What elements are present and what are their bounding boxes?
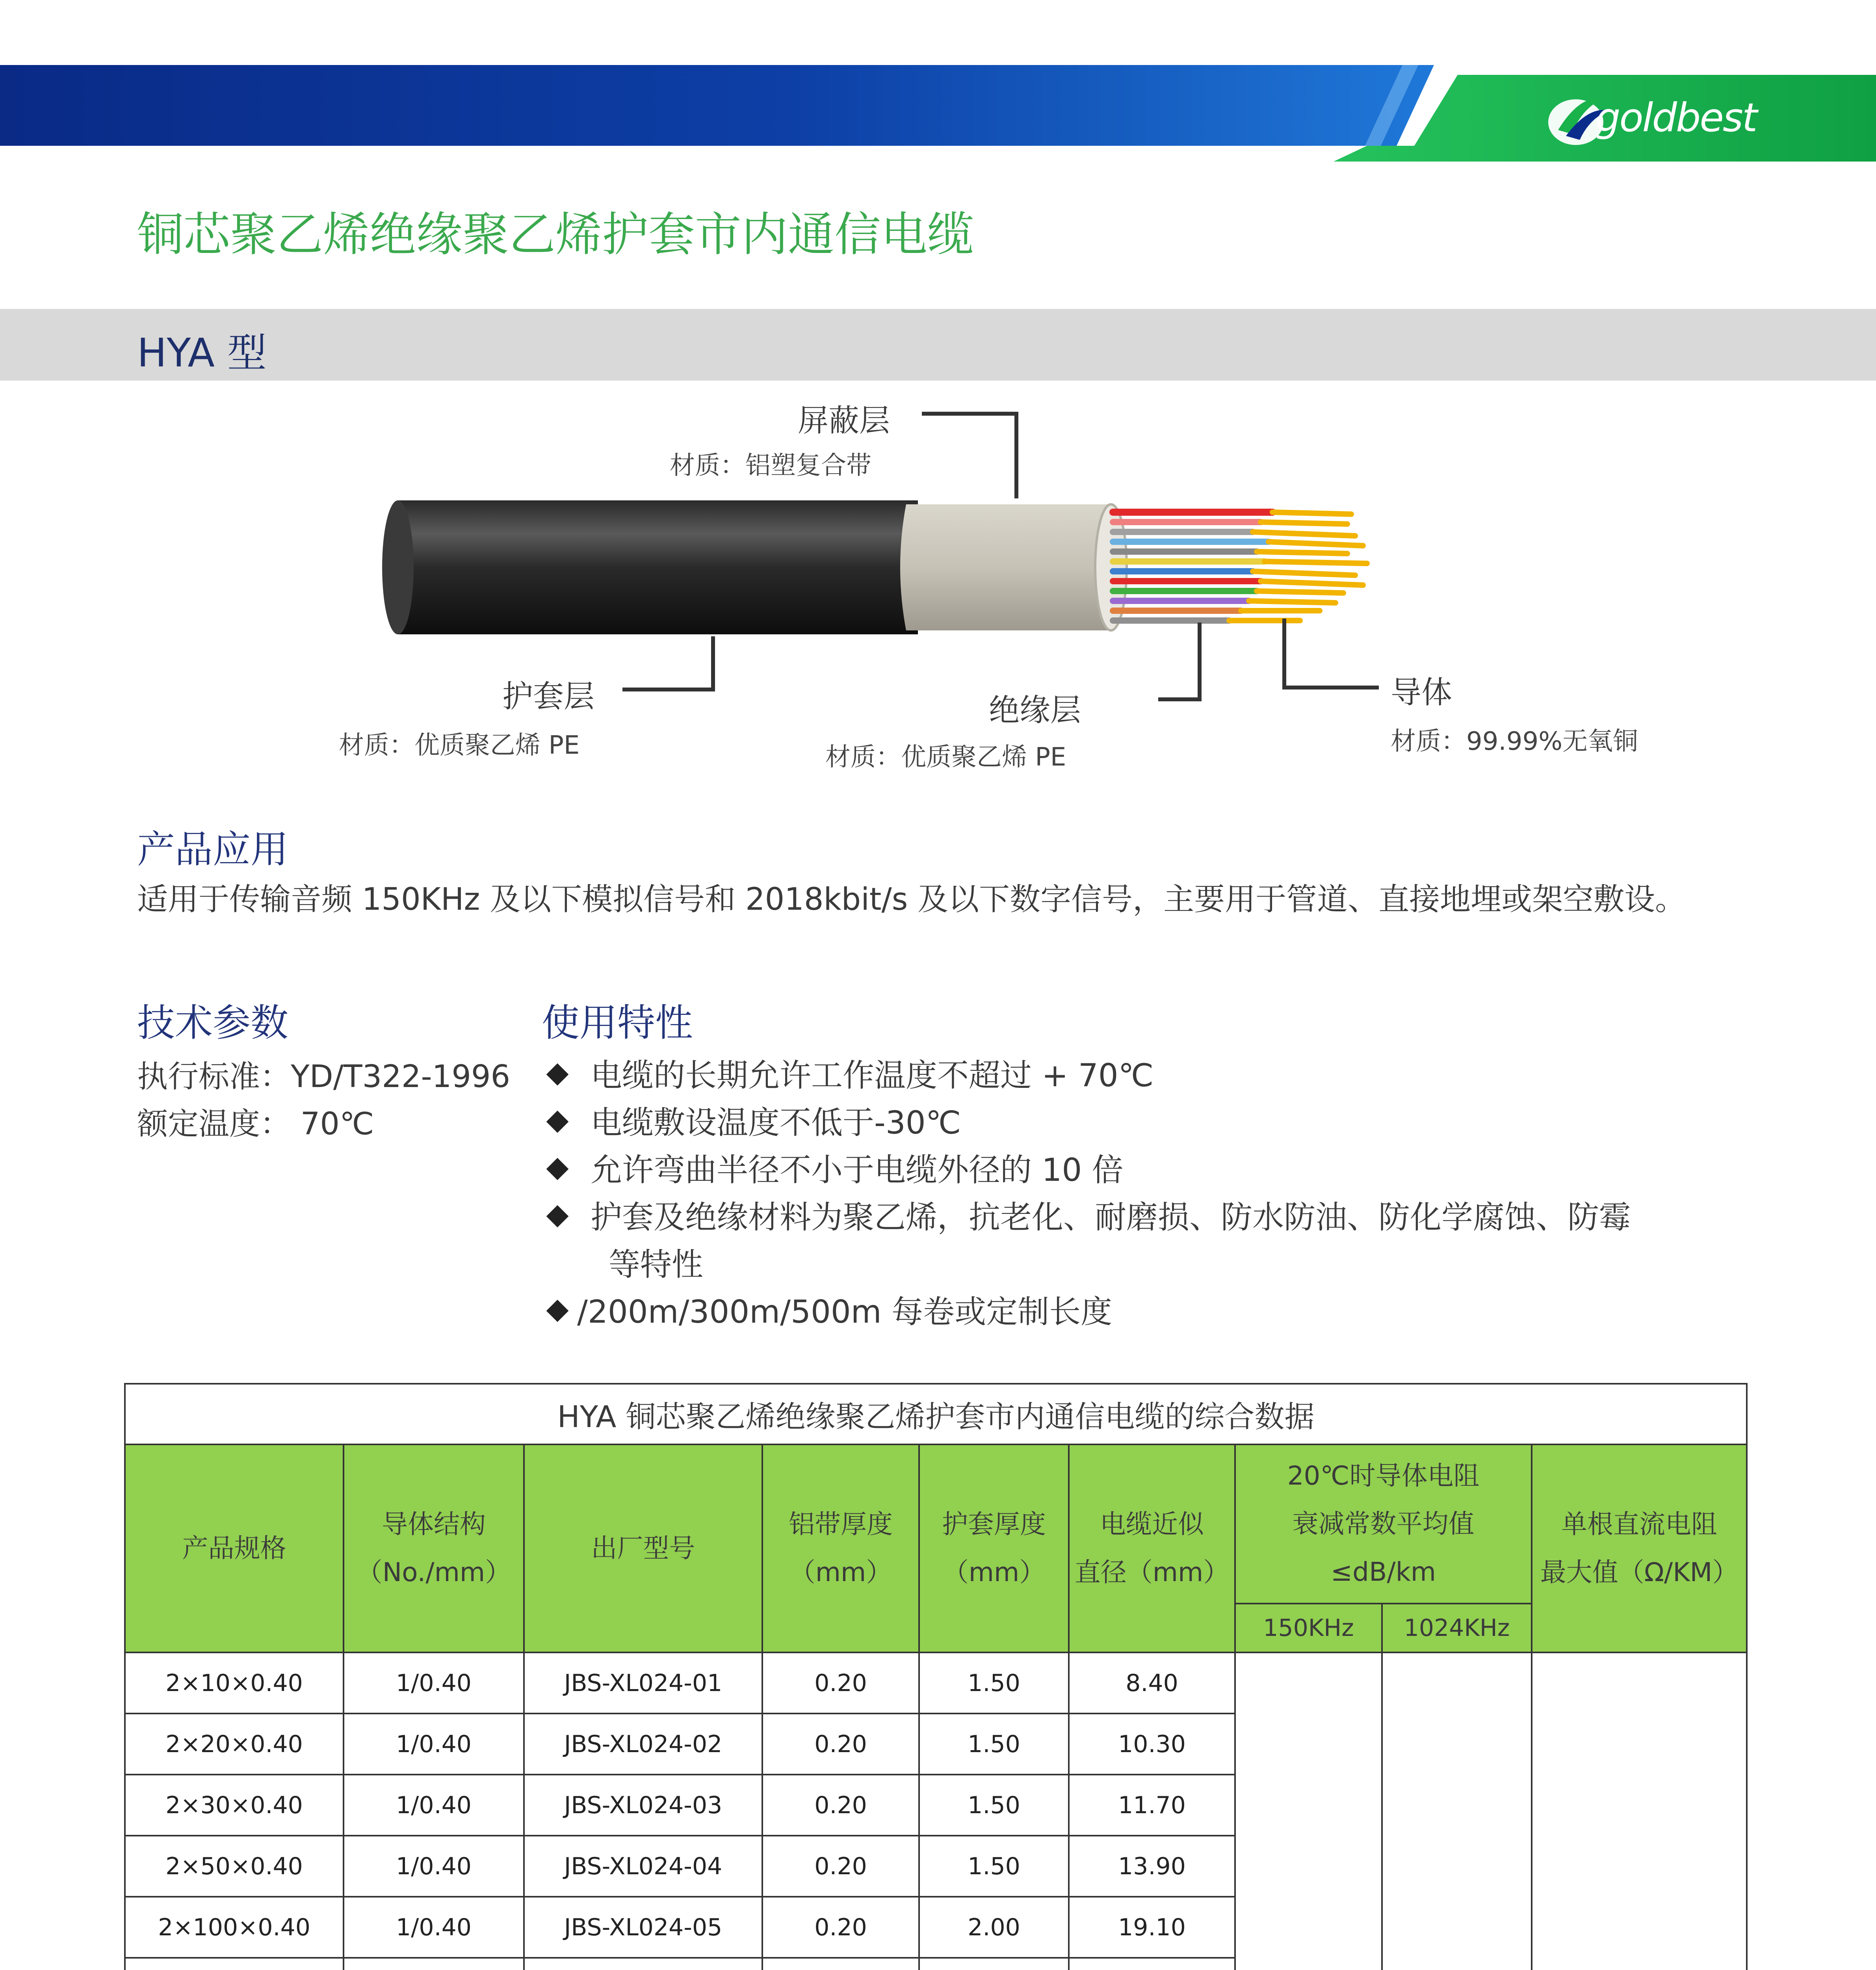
cell-al-thickness: 0.20: [762, 1836, 919, 1897]
cell-atten-1024khz: [1382, 1652, 1532, 1970]
cell-diameter: 10.30: [1069, 1714, 1235, 1775]
cell-diameter: 11.70: [1069, 1775, 1235, 1836]
cell-structure: [344, 1958, 524, 1970]
header-1024khz: 1024KHz: [1382, 1604, 1532, 1652]
spec-table: [124, 1383, 1748, 1970]
shield-material: 材质：铝塑复合带: [670, 451, 871, 480]
header-diameter: 电缆近似 直径（mm）: [1069, 1444, 1235, 1652]
cell-diameter: 13.90: [1069, 1836, 1235, 1897]
header-resistance: 单根直流电阻 最大值（Ω/KM）: [1532, 1444, 1747, 1652]
table-row: [125, 1652, 1747, 1714]
cell-spec: 2×30×0.40: [125, 1775, 344, 1836]
cell-al-thickness: [762, 1958, 919, 1970]
bullet-icon: [546, 1205, 569, 1228]
cell-structure: 1/0.40: [344, 1714, 524, 1775]
cell-diameter: 19.10: [1069, 1897, 1235, 1958]
cell-sheath-thickness: 1.50: [919, 1836, 1069, 1897]
cell-atten-150khz: [1235, 1652, 1382, 1970]
cell-al-thickness: 0.20: [762, 1714, 919, 1775]
cell-sheath-thickness: 2.00: [919, 1897, 1069, 1958]
feature-item: 护套及绝缘材料为聚乙烯，抗老化、耐磨损、防水防油、防化学腐蚀、防霉: [550, 1192, 1631, 1237]
cell-spec: 2×100×0.40: [125, 1897, 344, 1958]
application-text: 适用于传输音频 150KHz 及以下模拟信号和 2018kbit/s 及以下数字信号，主要用于管道、直接地埋或架空敷设。: [137, 882, 1686, 917]
cell-sheath-thickness: [919, 1958, 1069, 1970]
cell-model: JBS-XL024-04: [524, 1836, 762, 1897]
sheath-layer: [391, 500, 918, 634]
feature-item-continued: 等特性: [609, 1246, 703, 1283]
shield-layer: [900, 504, 1111, 630]
cell-model: JBS-XL024-03: [524, 1775, 762, 1836]
feature-item: /200m/300m/500m 每卷或定制长度: [550, 1286, 1112, 1332]
cell-al-thickness: 0.20: [762, 1775, 919, 1836]
cell-structure: 1/0.40: [344, 1836, 524, 1897]
cell-sheath-thickness: 1.50: [919, 1775, 1069, 1836]
cell-structure: 1/0.40: [344, 1897, 524, 1958]
header-al-thickness: 铝带厚度 （mm）: [762, 1444, 919, 1652]
cell-spec: [125, 1958, 344, 1970]
bullet-icon: [546, 1063, 569, 1086]
header-structure: 导体结构 （No./mm）: [344, 1444, 524, 1652]
bullet-icon: [546, 1111, 569, 1133]
cell-spec: 2×10×0.40: [125, 1652, 344, 1714]
cell-model: [524, 1958, 762, 1970]
header-150khz: 150KHz: [1235, 1604, 1382, 1652]
cell-diameter: [1069, 1958, 1235, 1970]
cell-spec: 2×20×0.40: [125, 1714, 344, 1775]
cell-spec: 2×50×0.40: [125, 1836, 344, 1897]
tech-temperature: 额定温度： 70℃: [137, 1106, 374, 1142]
cell-al-thickness: 0.20: [762, 1897, 919, 1958]
header-sheath-thickness: 护套厚度 （mm）: [919, 1444, 1069, 1652]
header-model: 出厂型号: [524, 1444, 762, 1652]
page-title: 铜芯聚乙烯绝缘聚乙烯护套市内通信电缆: [137, 207, 974, 262]
cell-model: JBS-XL024-01: [524, 1652, 762, 1714]
cell-sheath-thickness: 1.50: [919, 1652, 1069, 1714]
tech-standard: 执行标准：YD/T322-1996: [137, 1059, 511, 1095]
cell-structure: 1/0.40: [344, 1775, 524, 1836]
shield-label: 屏蔽层: [798, 403, 890, 439]
insulation-label: 绝缘层: [989, 693, 1081, 728]
sheath-material: 材质：优质聚乙烯 PE: [339, 731, 580, 760]
model-label: HYA 型: [137, 330, 267, 376]
feature-item: 电缆的长期允许工作温度不超过 + 70℃: [550, 1050, 1154, 1095]
application-title: 产品应用: [137, 827, 288, 872]
cell-model: JBS-XL024-05: [524, 1897, 762, 1958]
cell-sheath-thickness: 1.50: [919, 1714, 1069, 1775]
cell-diameter: 8.40: [1069, 1652, 1235, 1714]
conductor-material: 材质：99.99%无氧铜: [1391, 727, 1638, 756]
model-bar: [0, 309, 1876, 381]
sheath-label: 护套层: [502, 679, 595, 714]
header-band: [0, 0, 1876, 162]
bullet-icon: [546, 1300, 569, 1322]
cell-al-thickness: 0.20: [762, 1652, 919, 1714]
feature-item: 电缆敷设温度不低于-30℃: [550, 1097, 961, 1143]
header-attenuation: 20℃时导体电阻 衰减常数平均值 ≤dB/km: [1235, 1444, 1532, 1604]
cell-structure: 1/0.40: [344, 1652, 524, 1714]
insulation-material: 材质：优质聚乙烯 PE: [825, 743, 1066, 772]
table-caption: HYA 铜芯聚乙烯绝缘聚乙烯护套市内通信电缆的综合数据: [125, 1384, 1747, 1444]
feature-item: 允许弯曲半径不小于电缆外径的 10 倍: [550, 1145, 1124, 1190]
header-spec: 产品规格: [125, 1444, 344, 1652]
features-title: 使用特性: [542, 1001, 693, 1045]
conductor-ends: [1229, 512, 1367, 621]
conductor-label: 导体: [1391, 675, 1453, 710]
cell-model: JBS-XL024-02: [524, 1714, 762, 1775]
tech-title: 技术参数: [137, 1001, 288, 1045]
bullet-icon: [546, 1158, 569, 1180]
cell-resistance: [1532, 1652, 1747, 1970]
wire-bundle: [1113, 512, 1272, 621]
brand-logo: goldbest: [1596, 95, 1757, 141]
